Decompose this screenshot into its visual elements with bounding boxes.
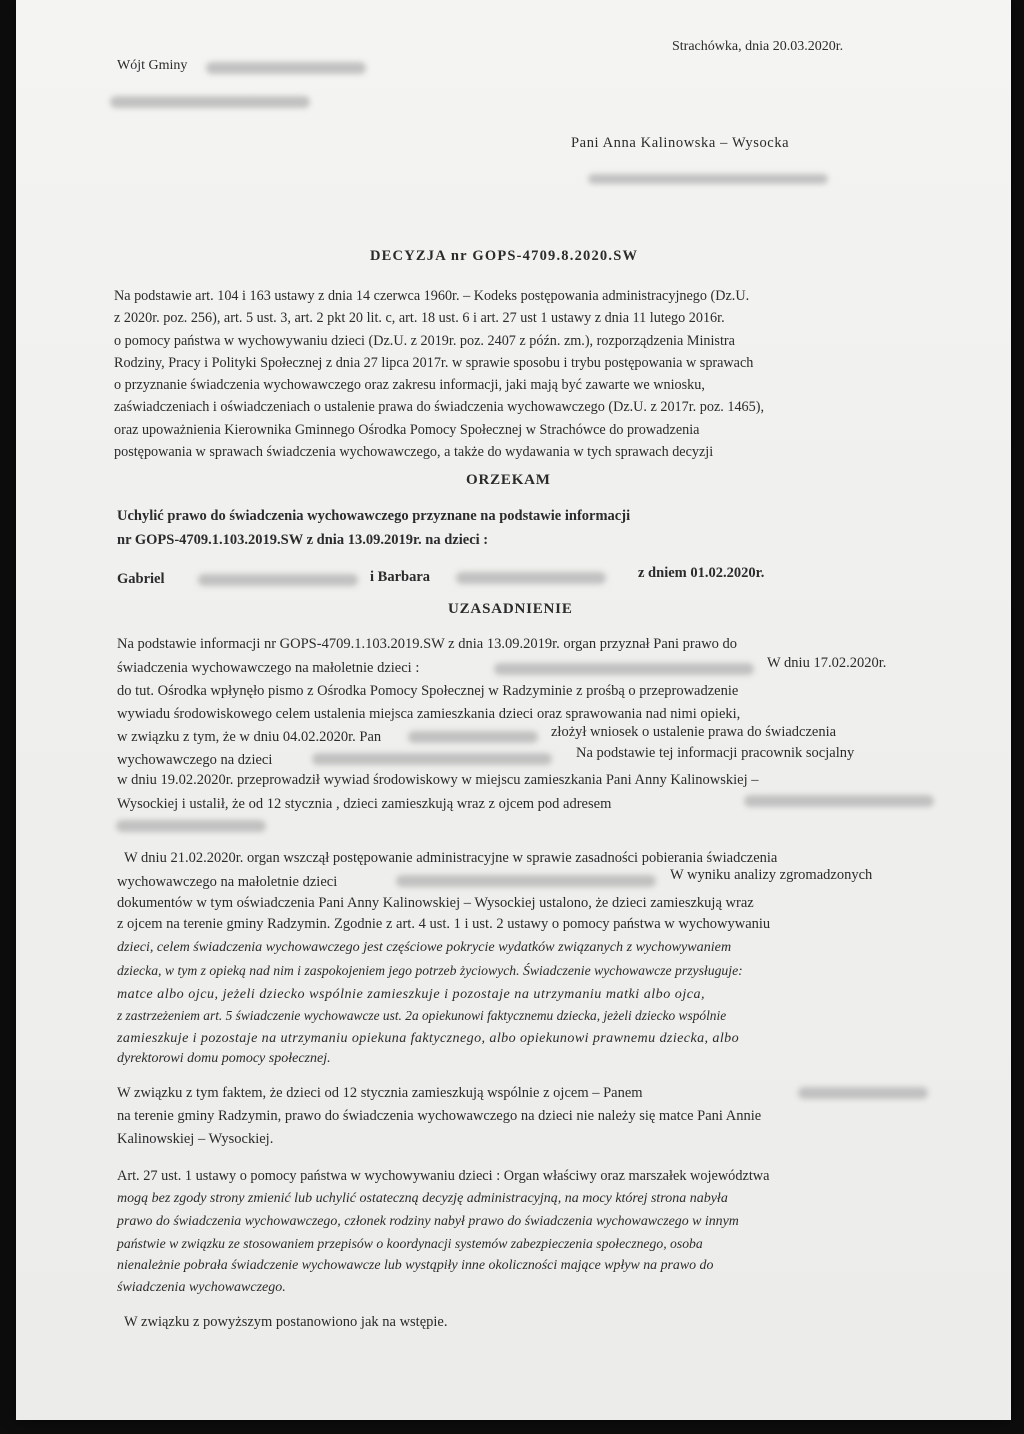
child-2-name: i Barbara — [370, 569, 431, 585]
legal-basis-line: Na podstawie art. 104 i 163 ustawy z dnia 14 czerwca 1960r. – Kodeks postępowania administracyjnego (Dz.U. — [114, 288, 750, 304]
justification-line: zamieszkuje i pozostaje na utrzymaniu opiekuna faktycznego, albo opiekunowi prawnemu dziecka, albo — [117, 1030, 740, 1046]
sender-label: Wójt Gminy — [117, 58, 188, 73]
redacted-address — [744, 795, 934, 807]
decision-line-1: Uchylić prawo do świadczenia wychowawczego przyznane na podstawie informacji — [117, 508, 631, 524]
justification-line: W dniu 17.02.2020r. — [767, 655, 887, 671]
justification-line: Na podstawie tej informacji pracownik socjalny — [576, 745, 855, 761]
legal-basis-line: Rodziny, Pracy i Polityki Społecznej z dnia 27 lipca 2017r. w sprawie sposobu i trybu postępowania w sprawach — [114, 354, 754, 371]
justification-line: Na podstawie informacji nr GOPS-4709.1.103.2019.SW z dnia 13.09.2019r. organ przyznał Pani prawo do — [117, 636, 738, 652]
justification-line: W dniu 21.02.2020r. organ wszczął postępowanie administracyjne w sprawie zasadności pobierania świadczenia — [124, 850, 778, 866]
legal-basis-line: z 2020r. poz. 256), art. 5 ust. 3, art. 2 pkt 20 lit. c, art. 18 ust. 6 i art. 27 ust 1 ustawy z dnia 11 lutego 2016r. — [114, 310, 725, 327]
justification-line: wychowawczego na dzieci — [117, 752, 273, 768]
redacted-child-1-surname — [198, 574, 358, 586]
justification-line: w związku z tym, że w dniu 04.02.2020r. Pan — [117, 729, 382, 745]
place-and-date: Strachówka, dnia 20.03.2020r. — [672, 39, 844, 54]
legal-basis-paragraph — [114, 285, 916, 463]
justification-line: Kalinowskiej – Wysockiej. — [117, 1131, 274, 1147]
justification-line: świadczenia wychowawczego na małoletnie dzieci : — [117, 660, 420, 676]
justification-line: wychowawczego na małoletnie dzieci — [117, 874, 338, 890]
legal-basis-line: postępowania w sprawach świadczenia wychowawczego, a także do wydawania w tych sprawach decyzji — [114, 444, 714, 461]
statute-quote-line: państwie w związku ze stosowaniem przepisów o koordynacji systemów zabezpieczenia społecznego, osoba — [117, 1236, 703, 1251]
statute-quote-text: Art. 27 ust. 1 ustawy o pomocy państwa w wychowywaniu dzieci : Organ właściwy oraz marszałek województwa — [117, 1168, 770, 1184]
decision-line-2: nr GOPS-4709.1.103.2019.SW z dnia 13.09.2019r. na dzieci : — [117, 532, 489, 548]
legal-basis-line: o przyznanie świadczenia wychowawczego oraz zakresu informacji, jaki mają być zawarte we wniosku, — [114, 377, 705, 394]
justification-line: złożył wniosek o ustalenie prawa do świadczenia — [551, 724, 837, 740]
statute-quote-line: nienależnie pobrała świadczenie wychowawcze lub wystąpiły inne okoliczności mające wpływ na prawo do — [117, 1258, 714, 1273]
redacted-sender-address — [110, 96, 310, 108]
statute-quote-line: mogą bez zgody strony zmienić lub uchylić ostateczną decyzję administracyjną, na mocy której strona nabyła — [117, 1191, 728, 1206]
orzekam-heading: ORZEKAM — [466, 472, 551, 488]
redacted-father-name — [408, 731, 538, 743]
justification-heading: UZASADNIENIE — [448, 601, 573, 617]
closing-sentence: W związku z powyższym postanowiono jak na wstępie. — [124, 1314, 448, 1330]
justification-line: dziecka, w tym z opieką nad nim i zaspokojeniem jego potrzeb życiowych. Świadczenie wychowawcze przysługuje: — [117, 963, 743, 978]
redacted-father-name — [798, 1087, 928, 1099]
justification-line: z zastrzeżeniem art. 5 świadczenie wychowawcze ust. 2a opiekunowi faktycznemu dziecka, jeżeli dziecko wspólnie — [117, 1008, 727, 1023]
legal-basis-line: oraz upoważnienia Kierownika Gminnego Ośrodka Pomocy Społecznej w Strachówce do prowadzenia — [114, 421, 700, 438]
redacted-children-names — [396, 875, 656, 887]
effective-date: z dniem 01.02.2020r. — [638, 565, 765, 581]
justification-line: do tut. Ośrodka wpłynęło pismo z Ośrodka Pomocy Społecznej w Radzyminie z prośbą o przeprowadzenie — [117, 683, 739, 699]
redacted-address — [116, 820, 266, 832]
justification-line: wywiadu środowiskowego celem ustalenia miejsca zamieszkania dzieci oraz sprawowania nad nimi opieki, — [117, 706, 741, 722]
document-page — [16, 0, 1011, 1420]
legal-basis-line: zaświadczeniach i oświadczeniach o ustalenie prawa do świadczenia wychowawczego (Dz.U. z 2017r. poz. 1465), — [114, 399, 764, 416]
redacted-child-2-surname — [456, 572, 606, 584]
justification-line: dokumentów w tym oświadczenia Pani Anny Kalinowskiej – Wysockiej ustalono, że dzieci zamieszkują wraz — [117, 895, 754, 911]
statute-quote-line: prawo do świadczenia wychowawczego, członek rodziny nabył prawo do świadczenia wychowawczego w innym — [117, 1214, 739, 1229]
justification-line: na terenie gminy Radzymin, prawo do świadczenia wychowawczego na dzieci nie należy się matce Pani Annie — [117, 1108, 762, 1124]
justification-line: Wysockiej i ustalił, że od 12 stycznia , dzieci zamieszkują wraz z ojcem pod adresem — [117, 796, 612, 812]
justification-line: dyrektorowi domu pomocy społecznej. — [117, 1051, 331, 1066]
decision-title: DECYZJA nr GOPS-4709.8.2020.SW — [370, 248, 639, 264]
redacted-sender-name — [206, 62, 366, 74]
justification-line: matce albo ojcu, jeżeli dziecko wspólnie zamieszkuje i pozostaje na utrzymaniu matki albo ojca, — [117, 986, 706, 1002]
justification-line: dzieci, celem świadczenia wychowawczego jest częściowe pokrycie wydatków związanych z wychowywaniem — [117, 939, 732, 955]
justification-line: W związku z tym faktem, że dzieci od 12 stycznia zamieszkują wspólnie z ojcem – Panem — [117, 1085, 643, 1101]
justification-line: z ojcem na terenie gminy Radzymin. Zgodnie z art. 4 ust. 1 i ust. 2 ustawy o pomocy państwa w wychowywaniu — [117, 916, 771, 932]
recipient-name: Pani Anna Kalinowska – Wysocka — [571, 135, 790, 151]
justification-line: w dniu 19.02.2020r. przeprowadził wywiad środowiskowy w miejscu zamieszkania Pani Anny Kalinowskiej – — [117, 772, 759, 788]
redacted-children-names — [312, 753, 552, 765]
statute-quote-line: świadczenia wychowawczego. — [117, 1280, 286, 1295]
statute-quote-line — [117, 1166, 769, 1186]
legal-basis-line: o pomocy państwa w wychowywaniu dzieci (Dz.U. z 2019r. poz. 2407 z późn. zm.), rozporządzenia Ministra — [114, 332, 735, 349]
redacted-recipient-address — [588, 174, 828, 184]
redacted-children-names — [494, 663, 754, 675]
justification-line: W wyniku analizy zgromadzonych — [670, 867, 873, 883]
child-1-name: Gabriel — [117, 571, 165, 587]
